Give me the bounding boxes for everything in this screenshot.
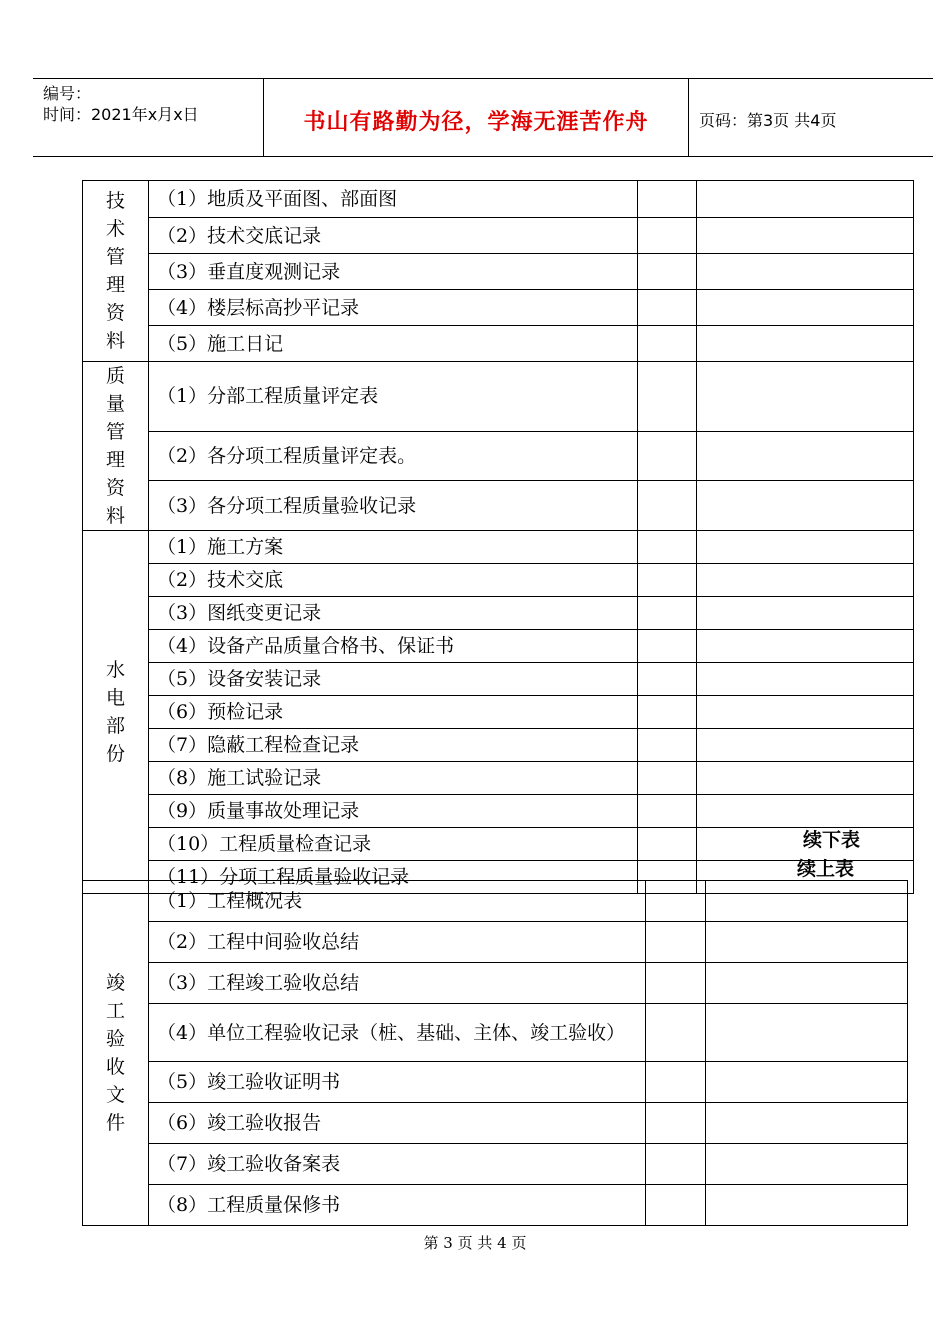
blank-cell xyxy=(646,881,706,922)
item-name-cell: （9）质量事故处理记录 xyxy=(149,795,638,828)
category-cell xyxy=(83,362,149,531)
item-name-cell: （1）分部工程质量评定表 xyxy=(149,362,638,432)
item-name-cell: （6）预检记录 xyxy=(149,696,638,729)
category-label: 技术管理资料 xyxy=(105,190,125,352)
remark-cell xyxy=(697,181,914,218)
item-name-cell: （2）各分项工程质量评定表。 xyxy=(149,431,638,481)
blank-cell xyxy=(638,762,697,795)
blank-cell xyxy=(638,181,697,218)
remark-cell xyxy=(697,630,914,663)
item-name-cell: （5）设备安装记录 xyxy=(149,663,638,696)
remark-cell xyxy=(697,663,914,696)
blank-cell xyxy=(638,431,697,481)
remark-cell xyxy=(706,922,908,963)
header-divider xyxy=(688,79,689,156)
remark-cell xyxy=(706,1185,908,1226)
table-row xyxy=(83,696,914,729)
item-name-cell: （7）竣工验收备案表 xyxy=(149,1144,646,1185)
item-name-cell: （2）技术交底记录 xyxy=(149,218,638,254)
remark-cell xyxy=(697,290,914,326)
table-row xyxy=(83,729,914,762)
item-name-cell: （1）施工方案 xyxy=(149,531,638,564)
blank-cell xyxy=(638,290,697,326)
header-left xyxy=(43,83,199,125)
remark-cell xyxy=(706,1144,908,1185)
blank-cell xyxy=(646,1062,706,1103)
remark-cell xyxy=(697,696,914,729)
blank-cell xyxy=(638,362,697,432)
blank-cell xyxy=(646,1004,706,1062)
blank-cell xyxy=(638,663,697,696)
blank-cell xyxy=(646,1144,706,1185)
remark-cell xyxy=(697,597,914,630)
remark-cell xyxy=(697,431,914,481)
table-row xyxy=(83,326,914,362)
remark-cell xyxy=(706,1062,908,1103)
category-label: 水电部份 xyxy=(105,659,125,765)
item-name-cell: （3）垂直度观测记录 xyxy=(149,254,638,290)
blank-cell xyxy=(638,729,697,762)
time-label: 时间：2021年x月x日 xyxy=(43,105,199,124)
remark-cell xyxy=(706,1103,908,1144)
item-name-cell: （10）工程质量检查记录 xyxy=(149,828,638,861)
table-row xyxy=(83,290,914,326)
blank-cell xyxy=(646,922,706,963)
item-name-cell: （3）工程竣工验收总结 xyxy=(149,963,646,1004)
table-row xyxy=(83,663,914,696)
page-footer: 第 3 页 共 4 页 xyxy=(423,1234,527,1252)
table-row xyxy=(83,481,914,531)
blank-cell xyxy=(638,531,697,564)
blank-cell xyxy=(646,1185,706,1226)
item-name-cell: （4）单位工程验收记录（桩、基础、主体、竣工验收） xyxy=(149,1004,646,1062)
item-name-cell: （5）竣工验收证明书 xyxy=(149,1062,646,1103)
remark-cell xyxy=(697,531,914,564)
table-row xyxy=(83,362,914,432)
continue-below-label: 续下表 xyxy=(803,829,861,851)
item-name-cell: （8）工程质量保修书 xyxy=(149,1185,646,1226)
item-name-cell: （4）楼层标高抄平记录 xyxy=(149,290,638,326)
records-table-2 xyxy=(82,880,908,1226)
remark-cell xyxy=(697,481,914,531)
blank-cell xyxy=(638,564,697,597)
item-name-cell: （2）技术交底 xyxy=(149,564,638,597)
item-name-cell: （3）各分项工程质量验收记录 xyxy=(149,481,638,531)
item-name-cell: （4）设备产品质量合格书、保证书 xyxy=(149,630,638,663)
table-row xyxy=(83,1004,908,1062)
table-row xyxy=(83,1062,908,1103)
remark-cell xyxy=(697,795,914,828)
blank-cell xyxy=(638,326,697,362)
remark-cell xyxy=(697,564,914,597)
table-row xyxy=(83,881,908,922)
item-name-cell: （1）地质及平面图、部面图 xyxy=(149,181,638,218)
blank-cell xyxy=(638,481,697,531)
blank-cell xyxy=(638,828,697,861)
blank-cell xyxy=(638,218,697,254)
continue-above-label: 续上表 xyxy=(797,858,855,880)
category-label: 竣工验收文件 xyxy=(105,972,125,1134)
blank-cell xyxy=(638,630,697,663)
header-motto: 书山有路勤为径，学海无涯苦作舟 xyxy=(303,110,649,135)
category-label: 质量管理资料 xyxy=(105,365,125,527)
table-row xyxy=(83,963,908,1004)
category-cell xyxy=(83,881,149,1226)
remark-cell xyxy=(697,362,914,432)
item-name-cell: （8）施工试验记录 xyxy=(149,762,638,795)
code-label: 编号： xyxy=(43,84,92,103)
remark-cell xyxy=(697,326,914,362)
remark-cell xyxy=(697,729,914,762)
page-header xyxy=(33,78,933,157)
table-row xyxy=(83,181,914,218)
item-name-cell: （5）施工日记 xyxy=(149,326,638,362)
table-row xyxy=(83,762,914,795)
blank-cell xyxy=(638,254,697,290)
item-name-cell: （2）工程中间验收总结 xyxy=(149,922,646,963)
remark-cell xyxy=(697,218,914,254)
blank-cell xyxy=(646,963,706,1004)
remark-cell xyxy=(697,254,914,290)
category-cell xyxy=(83,181,149,362)
table-row xyxy=(83,1185,908,1226)
item-name-cell: （11）分项工程质量验收记录 xyxy=(149,861,638,894)
remark-cell xyxy=(697,762,914,795)
blank-cell xyxy=(638,795,697,828)
item-name-cell: （7）隐蔽工程检查记录 xyxy=(149,729,638,762)
table-row xyxy=(83,1103,908,1144)
table-row xyxy=(83,254,914,290)
table-row xyxy=(83,630,914,663)
remark-cell xyxy=(706,963,908,1004)
table-row xyxy=(83,922,908,963)
header-page-label: 页码：第3页 共4页 xyxy=(699,111,837,130)
table-row xyxy=(83,828,914,861)
table-row xyxy=(83,795,914,828)
table-row xyxy=(83,431,914,481)
table-row xyxy=(83,1144,908,1185)
records-table-1 xyxy=(82,180,914,894)
table-row xyxy=(83,531,914,564)
blank-cell xyxy=(638,597,697,630)
item-name-cell: （3）图纸变更记录 xyxy=(149,597,638,630)
table-row xyxy=(83,564,914,597)
item-name-cell: （1）工程概况表 xyxy=(149,881,646,922)
blank-cell xyxy=(646,1103,706,1144)
table-row xyxy=(83,218,914,254)
blank-cell xyxy=(638,696,697,729)
category-cell xyxy=(83,531,149,894)
table-row xyxy=(83,597,914,630)
remark-cell xyxy=(706,1004,908,1062)
remark-cell xyxy=(706,881,908,922)
item-name-cell: （6）竣工验收报告 xyxy=(149,1103,646,1144)
